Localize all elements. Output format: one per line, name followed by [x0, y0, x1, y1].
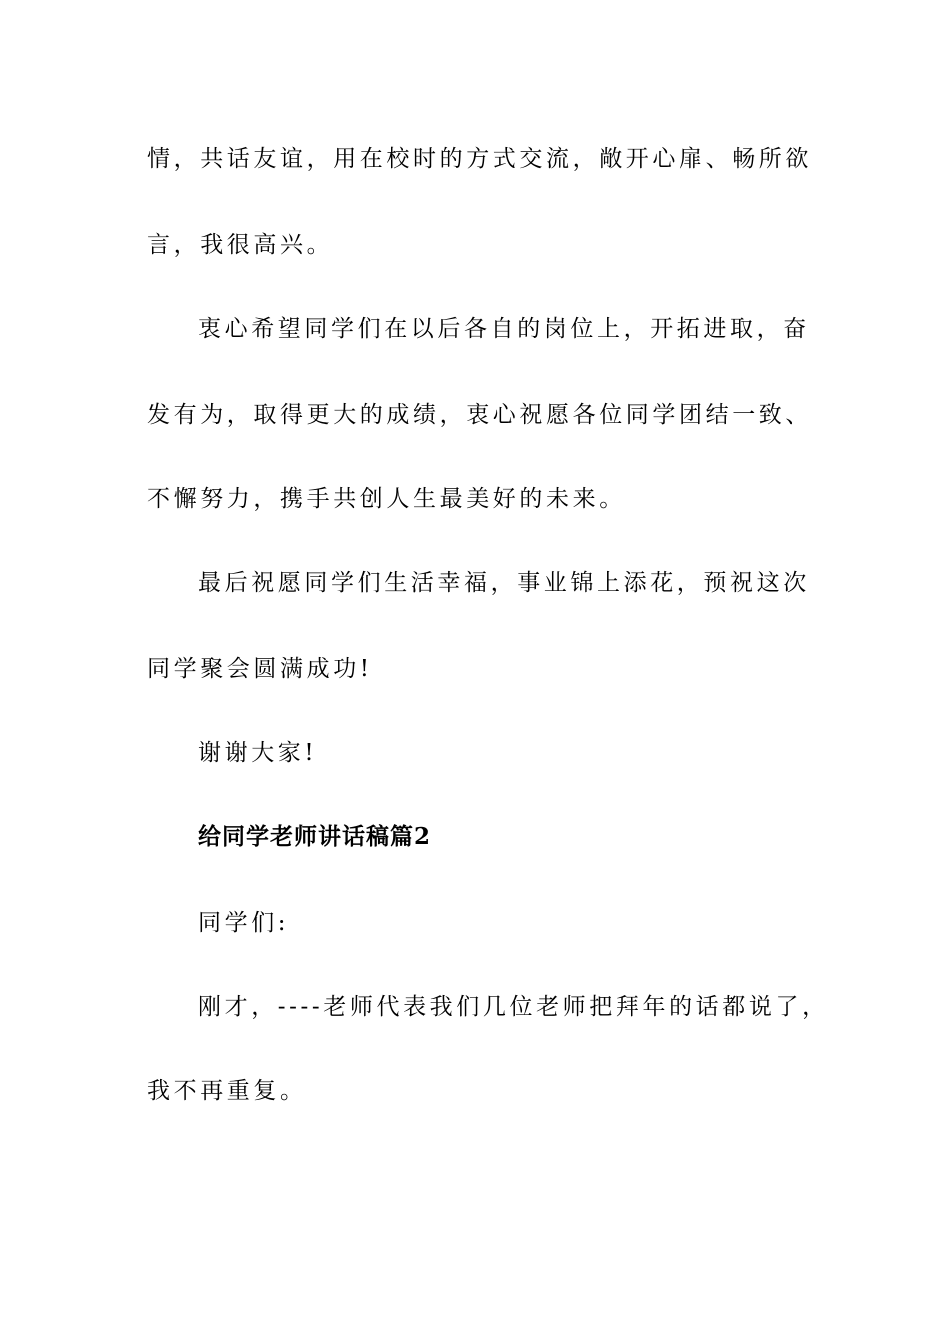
paragraph-7-line-1: 刚才，----老师代表我们几位老师把拜年的话都说了， [198, 994, 829, 1020]
paragraph-2-line-1: 衷心希望同学们在以后各自的岗位上，开拓进取，奋 [198, 316, 810, 342]
paragraph-2-line-3: 不懈努力，携手共创人生最美好的未来。 [147, 486, 626, 512]
paragraph-1-line-1: 情，共话友谊，用在校时的方式交流，敞开心扉、畅所欲 [147, 146, 812, 172]
paragraph-7-line-2: 我不再重复。 [147, 1078, 307, 1104]
paragraph-3-line-2: 同学聚会圆满成功! [147, 656, 373, 682]
paragraph-1-line-2: 言，我很高兴。 [147, 232, 334, 258]
paragraph-2-line-2: 发有为，取得更大的成绩，衷心祝愿各位同学团结一致、 [147, 402, 812, 428]
paragraph-6-line-1: 同学们: [198, 910, 290, 936]
section-heading: 给同学老师讲话稿篇2 [198, 823, 432, 850]
paragraph-4-line-1: 谢谢大家! [198, 740, 318, 766]
paragraph-3-line-1: 最后祝愿同学们生活幸福，事业锦上添花，预祝这次 [198, 570, 810, 596]
